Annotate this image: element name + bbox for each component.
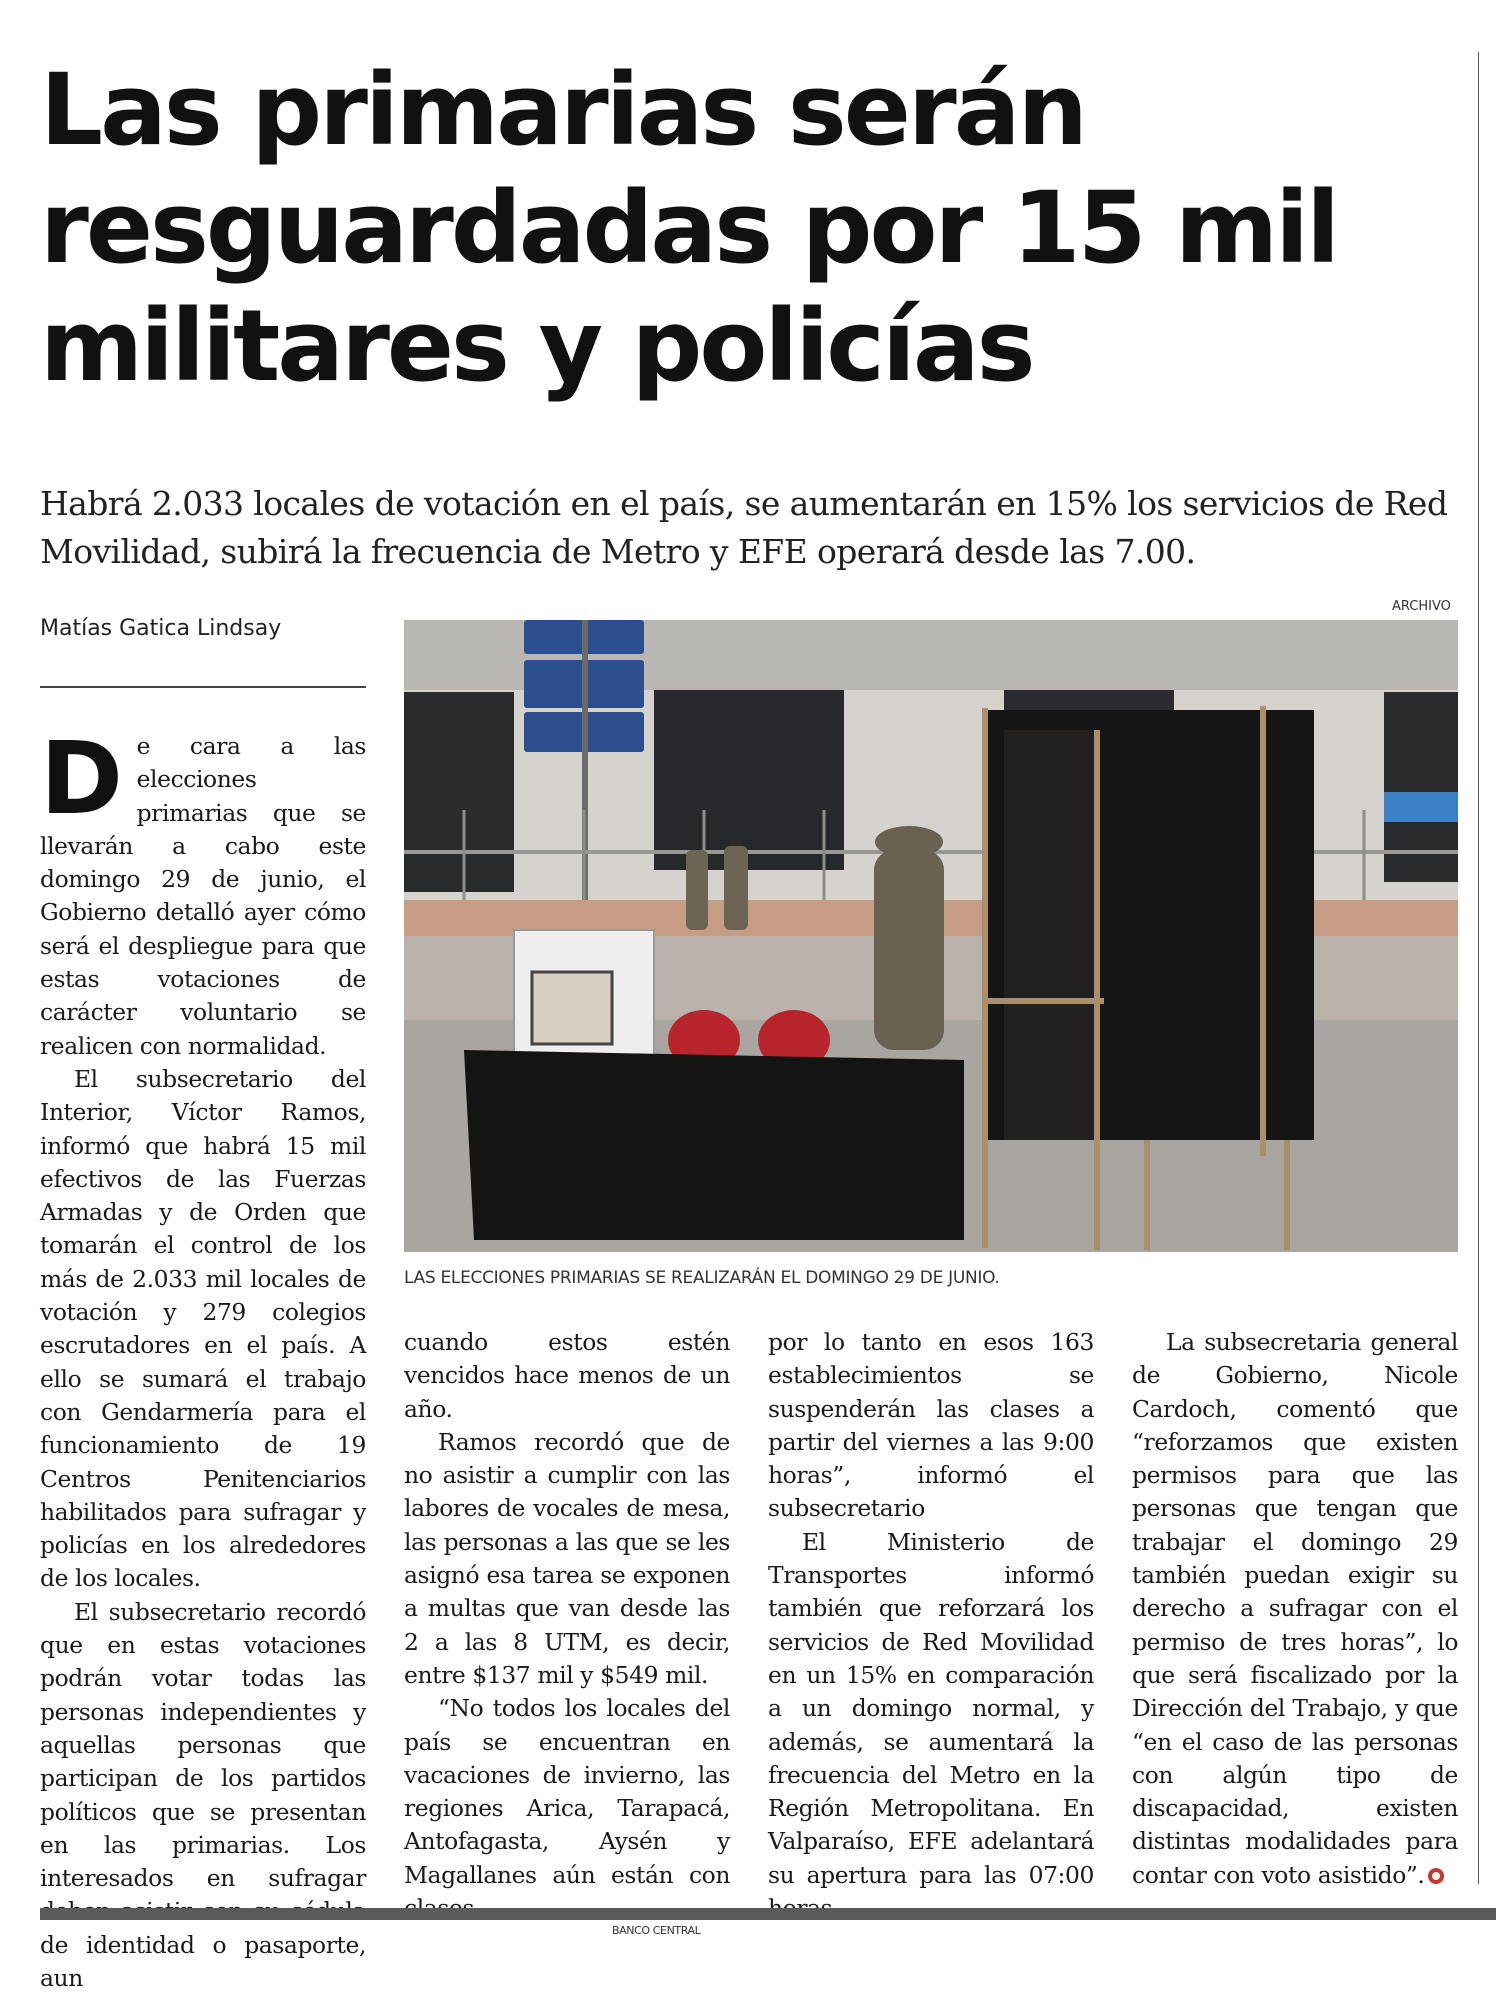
end-of-article-icon [1428, 1868, 1444, 1884]
paragraph-text: La subsecretaria general de Gobierno, Nicole Cardoch, comentó que “reforzamos que existen permisos para que las personas que tengan que trabajar el domingo 29 también puedan exigir su derecho a sufragar con el permiso de tres horas”, lo que será fiscalizado por la Dirección del Trabajo, y que “en el caso de las personas con algún tipo de discapacidad, existen distintas modalidades para contar con voto asistido”. [1132, 1328, 1458, 1889]
right-column-rule [1478, 52, 1479, 1884]
body-column-3 [768, 1326, 1094, 1925]
deck: Habrá 2.033 locales de votación en el país, se aumentarán en 15% los servicios de Red Movilidad, subirá la frecuencia de Metro y EFE operará desde las 7.00. [40, 484, 1448, 571]
paragraph: por lo tanto en esos 163 establecimientos se suspenderán las clases a partir del viernes a las 9:00 horas”, informó el subsecretario [768, 1328, 1094, 1523]
paragraph: “No todos los locales del país se encuentran en vacaciones de invierno, las regiones Arica, Tarapacá, Antofagasta, Aysén y Magallanes aún están con [404, 1694, 730, 1889]
paragraph: El subsecretario recordó que en estas votaciones podrán votar todas las personas independientes y aquellas personas que participan de los partidos políticos que se presentan en las primarias. Los interesados en sufragar de identidad o pasaporte, aun [40, 1597, 366, 1992]
paragraph: El Ministerio de Transportes informó también que reforzará los servicios de Red Movilidad en un 15% en comparación a un domingo normal, y además, se aumentará la frecuencia del Metro en la Región Metropolitana. En Valparaíso, EFE adelantará su apertura para las 07:00 [768, 1527, 1094, 1889]
article-photo [404, 620, 1458, 1252]
body-column-1 [40, 720, 366, 1995]
drop-cap: D [40, 720, 123, 837]
paragraph: Ramos recordó que de no asistir a cumplir con las labores de vocales de mesa, las personas a las que se les asignó esa tarea se exponen a multas que van desde las 2 a las 8 UTM, es decir, entre $137 mil y $549 mil. [404, 1427, 730, 1689]
footer-bar [40, 1908, 1496, 1920]
voting-scene-illustration [404, 620, 1458, 1252]
paragraph: e cara a las elecciones primarias que se llevarán a cabo este domingo 29 de junio, el Gobierno detalló ayer cómo será el despliegue para que estas votaciones de carácter voluntario se realicen con normalidad. [40, 732, 366, 1060]
paragraph: El subsecretario del Interior, Víctor Ramos, informó que habrá 15 mil efectivos de las Fuerzas Armadas y de Orden que tomarán el control de los más de 2.033 mil locales de votación y 279 colegios escrutadores en el país. A ello se sumará el trabajo con Gendarmería para el funcionamiento de 19 Centros Penitenciarios habilitados para sufragar y policías en los alrededores de los locales. [40, 1064, 366, 1593]
photo-caption: LAS ELECCIONES PRIMARIAS SE REALIZARÁN EL DOMINGO 29 DE JUNIO. [404, 1268, 1000, 1288]
body-column-2 [404, 1326, 730, 1925]
headline: Las primarias serán resguardadas por 15 mil militares y policías [40, 53, 1338, 404]
paragraph [1132, 1326, 1458, 1892]
paragraph: cuando estos estén vencidos hace menos de un año. [404, 1328, 730, 1423]
byline: Matías Gatica Lindsay [40, 616, 282, 641]
footer-text: BANCO CENTRAL [612, 1924, 701, 1937]
photo-credit: ARCHIVO [1392, 599, 1451, 614]
byline-rule [40, 686, 366, 688]
body-column-4 [1132, 1326, 1458, 1892]
